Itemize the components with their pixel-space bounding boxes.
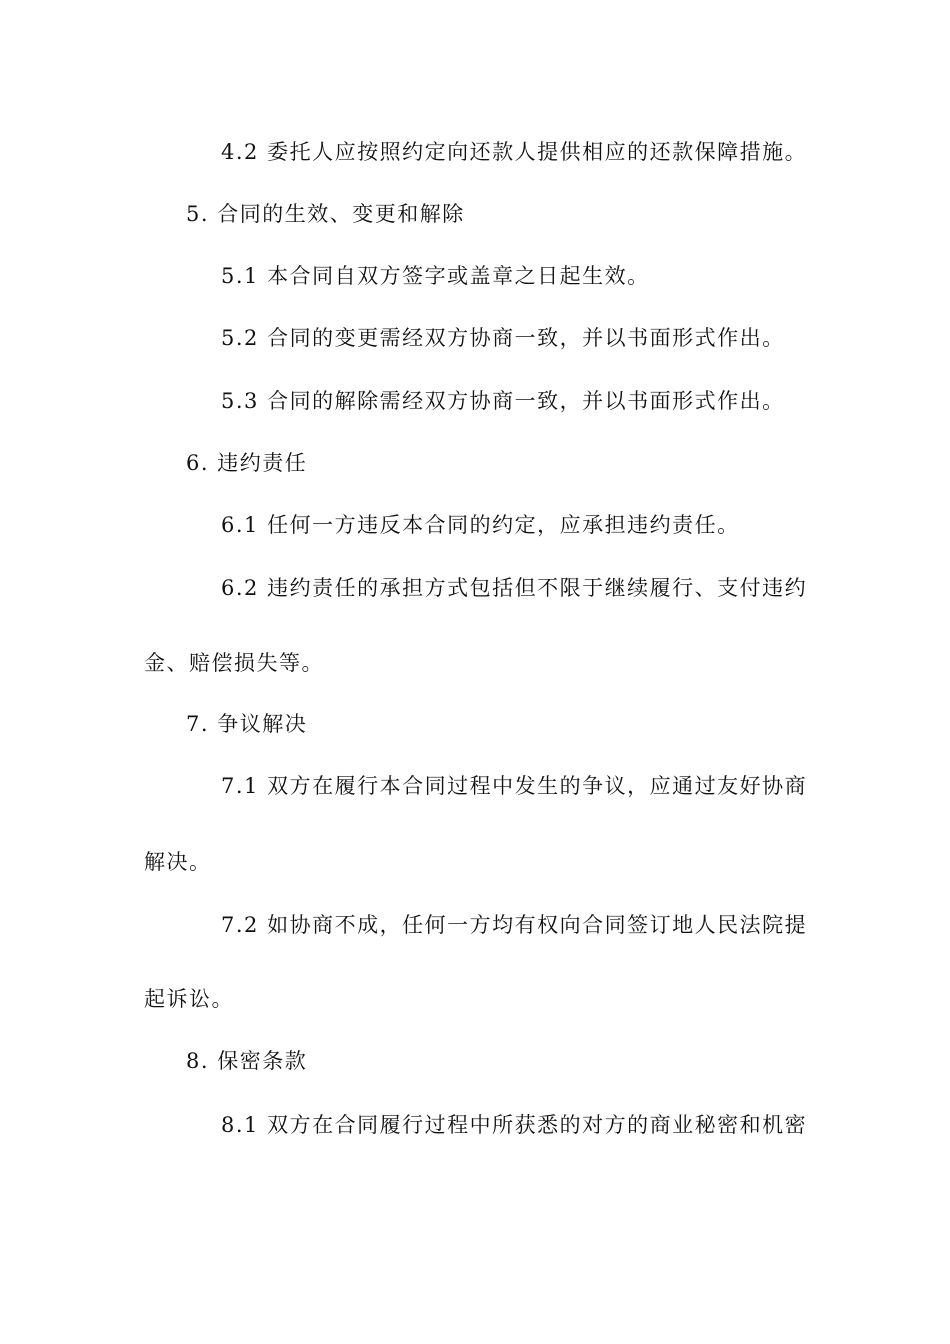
clause-7-1: 7.1 双方在履行本合同过程中发生的争议，应通过友好协商 — [221, 774, 808, 798]
section-5-heading: 5. 合同的生效、变更和解除 — [186, 202, 465, 226]
section-7-heading: 7. 争议解决 — [186, 712, 308, 736]
clause-8-1: 8.1 双方在合同履行过程中所获悉的对方的商业秘密和机密 — [221, 1113, 808, 1137]
clause-7-1-continuation: 解决。 — [144, 850, 212, 874]
clause-6-2: 6.2 违约责任的承担方式包括但不限于继续履行、支付违约 — [221, 576, 808, 600]
section-6-heading: 6. 违约责任 — [186, 451, 308, 475]
clause-5-2: 5.2 合同的变更需经双方协商一致，并以书面形式作出。 — [221, 326, 785, 350]
section-8-heading: 8. 保密条款 — [186, 1049, 308, 1073]
clause-6-1: 6.1 任何一方违反本合同的约定，应承担违约责任。 — [221, 513, 740, 537]
clause-4-2: 4.2 委托人应按照约定向还款人提供相应的还款保障措施。 — [221, 140, 808, 164]
clause-5-1: 5.1 本合同自双方签字或盖章之日起生效。 — [221, 264, 650, 288]
clause-7-2-continuation: 起诉讼。 — [144, 987, 234, 1011]
clause-7-2: 7.2 如协商不成，任何一方均有权向合同签订地人民法院提 — [221, 913, 808, 937]
clause-6-2-continuation: 金、赔偿损失等。 — [144, 651, 324, 675]
clause-5-3: 5.3 合同的解除需经双方协商一致，并以书面形式作出。 — [221, 389, 785, 413]
